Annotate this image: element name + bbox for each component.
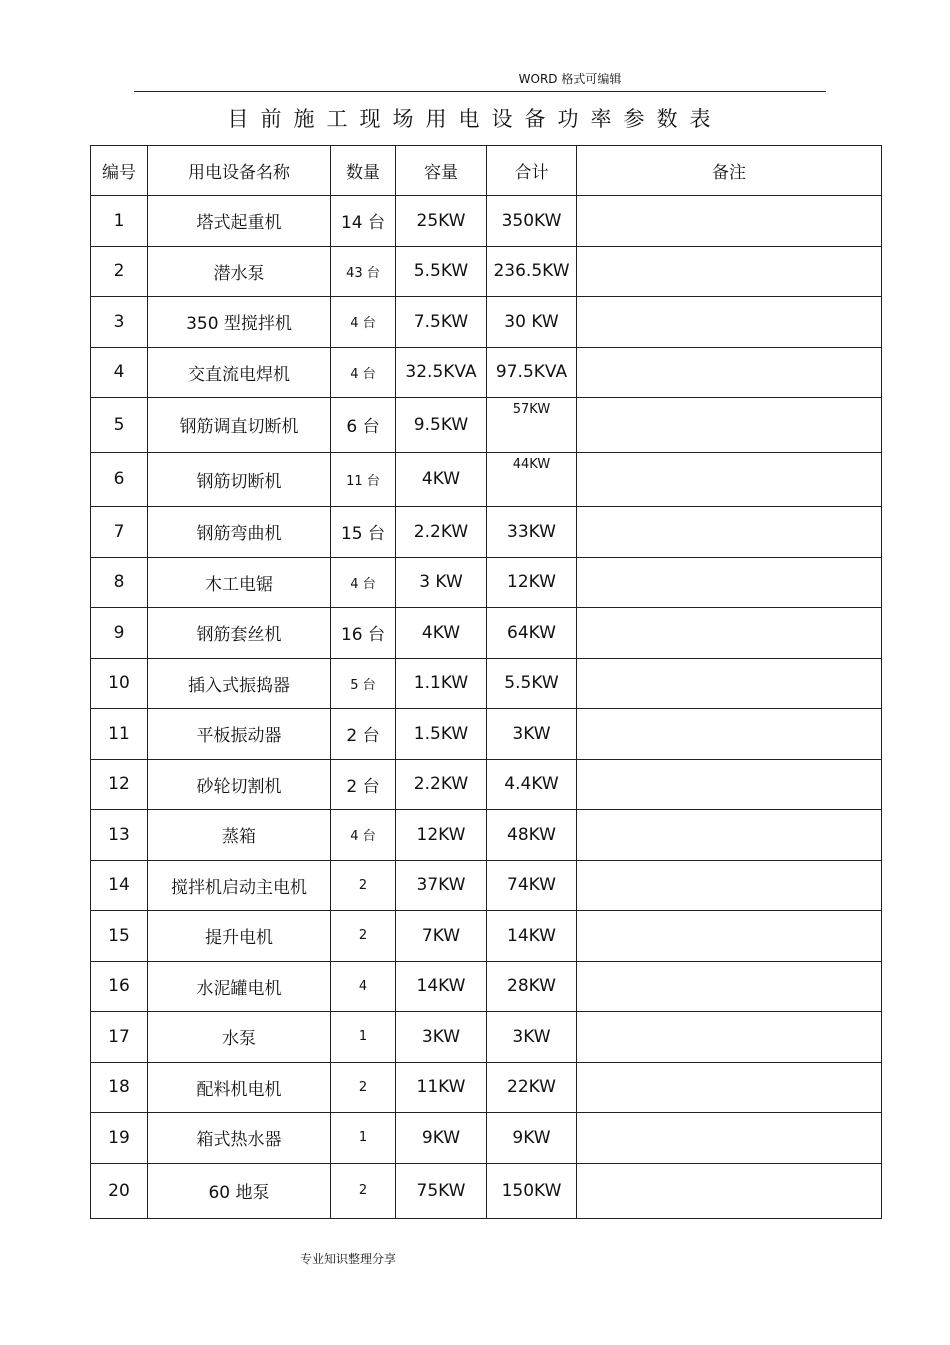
cell-equipment-name: 钢筋切断机 [148, 452, 331, 507]
page-footer: 专业知识整理分享 [300, 1252, 397, 1266]
cell-quantity: 11 台 [331, 452, 396, 507]
cell-equipment-name: 钢筋套丝机 [148, 608, 331, 659]
header-divider [134, 91, 826, 92]
table-row [91, 196, 882, 247]
cell-capacity: 1.5KW [396, 709, 487, 760]
cell-capacity: 9KW [396, 1113, 487, 1164]
cell-quantity: 4 台 [331, 347, 396, 398]
table-row [91, 860, 882, 911]
cell-capacity: 1.1KW [396, 658, 487, 709]
cell-quantity: 43 台 [331, 246, 396, 297]
cell-total: 350KW [487, 196, 577, 247]
cell-total: 48KW [487, 810, 577, 861]
cell-capacity: 3 KW [396, 557, 487, 608]
cell-capacity: 12KW [396, 810, 487, 861]
cell-quantity: 2 [331, 1163, 396, 1218]
table-row [91, 507, 882, 558]
cell-quantity: 4 台 [331, 810, 396, 861]
cell-no: 16 [91, 961, 148, 1012]
column-header-name: 用电设备名称 [148, 146, 331, 196]
cell-capacity: 2.2KW [396, 507, 487, 558]
cell-total: 97.5KVA [487, 347, 577, 398]
cell-note [577, 759, 882, 810]
cell-note [577, 452, 882, 507]
cell-total: 74KW [487, 860, 577, 911]
cell-note [577, 246, 882, 297]
table-row [91, 452, 882, 507]
cell-quantity: 1 [331, 1012, 396, 1063]
cell-no: 6 [91, 452, 148, 507]
cell-no: 20 [91, 1163, 148, 1218]
cell-total: 3KW [487, 709, 577, 760]
cell-total: 30 KW [487, 297, 577, 348]
cell-quantity: 6 台 [331, 398, 396, 453]
cell-capacity: 25KW [396, 196, 487, 247]
cell-quantity: 4 台 [331, 557, 396, 608]
table-row [91, 1113, 882, 1164]
table-row [91, 961, 882, 1012]
table-row [91, 398, 882, 453]
column-header-no: 编号 [91, 146, 148, 196]
cell-note [577, 810, 882, 861]
cell-capacity: 5.5KW [396, 246, 487, 297]
cell-equipment-name: 潜水泵 [148, 246, 331, 297]
table-row [91, 246, 882, 297]
cell-capacity: 37KW [396, 860, 487, 911]
table-row [91, 911, 882, 962]
cell-no: 2 [91, 246, 148, 297]
table-row [91, 810, 882, 861]
cell-no: 7 [91, 507, 148, 558]
table-row [91, 709, 882, 760]
cell-no: 8 [91, 557, 148, 608]
cell-no: 12 [91, 759, 148, 810]
cell-total: 4.4KW [487, 759, 577, 810]
cell-equipment-name: 钢筋弯曲机 [148, 507, 331, 558]
cell-note [577, 398, 882, 453]
cell-capacity: 4KW [396, 608, 487, 659]
cell-total: 28KW [487, 961, 577, 1012]
column-header-qty: 数量 [331, 146, 396, 196]
cell-capacity: 7KW [396, 911, 487, 962]
table-row [91, 1012, 882, 1063]
cell-note [577, 860, 882, 911]
cell-no: 17 [91, 1012, 148, 1063]
table-row [91, 658, 882, 709]
cell-capacity: 14KW [396, 961, 487, 1012]
cell-equipment-name: 水泵 [148, 1012, 331, 1063]
cell-note [577, 557, 882, 608]
cell-total: 44KW [487, 452, 577, 507]
cell-no: 11 [91, 709, 148, 760]
cell-quantity: 2 台 [331, 709, 396, 760]
cell-no: 18 [91, 1062, 148, 1113]
cell-quantity: 2 [331, 1062, 396, 1113]
cell-total: 14KW [487, 911, 577, 962]
cell-total: 12KW [487, 557, 577, 608]
cell-quantity: 2 [331, 911, 396, 962]
cell-equipment-name: 木工电锯 [148, 557, 331, 608]
cell-equipment-name: 搅拌机启动主电机 [148, 860, 331, 911]
cell-no: 13 [91, 810, 148, 861]
cell-no: 15 [91, 911, 148, 962]
cell-capacity: 9.5KW [396, 398, 487, 453]
cell-equipment-name: 60 地泵 [148, 1163, 331, 1218]
cell-equipment-name: 水泥罐电机 [148, 961, 331, 1012]
column-header-note: 备注 [577, 146, 882, 196]
cell-note [577, 1163, 882, 1218]
cell-capacity: 3KW [396, 1012, 487, 1063]
cell-total: 57KW [487, 398, 577, 453]
cell-note [577, 709, 882, 760]
cell-equipment-name: 塔式起重机 [148, 196, 331, 247]
cell-total: 22KW [487, 1062, 577, 1113]
cell-total: 3KW [487, 1012, 577, 1063]
cell-total: 150KW [487, 1163, 577, 1218]
cell-equipment-name: 350 型搅拌机 [148, 297, 331, 348]
document-title: 目前施工现场用电设备功率参数表 [227, 107, 723, 131]
cell-total: 64KW [487, 608, 577, 659]
cell-total: 236.5KW [487, 246, 577, 297]
cell-quantity: 2 [331, 860, 396, 911]
cell-quantity: 4 台 [331, 297, 396, 348]
table-header-row [91, 146, 882, 196]
table-row [91, 347, 882, 398]
column-header-total: 合计 [487, 146, 577, 196]
equipment-power-table [90, 145, 882, 1219]
cell-quantity: 5 台 [331, 658, 396, 709]
cell-note [577, 961, 882, 1012]
cell-no: 3 [91, 297, 148, 348]
cell-no: 19 [91, 1113, 148, 1164]
table-row [91, 1163, 882, 1218]
cell-capacity: 2.2KW [396, 759, 487, 810]
cell-capacity: 4KW [396, 452, 487, 507]
table-row [91, 1062, 882, 1113]
cell-equipment-name: 交直流电焊机 [148, 347, 331, 398]
table-row [91, 608, 882, 659]
cell-equipment-name: 提升电机 [148, 911, 331, 962]
cell-note [577, 1012, 882, 1063]
cell-note [577, 1062, 882, 1113]
column-header-capacity: 容量 [396, 146, 487, 196]
page-header: WORD 格式可编辑 [518, 72, 622, 86]
cell-equipment-name: 插入式振捣器 [148, 658, 331, 709]
cell-no: 4 [91, 347, 148, 398]
cell-no: 9 [91, 608, 148, 659]
cell-quantity: 15 台 [331, 507, 396, 558]
cell-equipment-name: 蒸箱 [148, 810, 331, 861]
cell-quantity: 1 [331, 1113, 396, 1164]
cell-equipment-name: 砂轮切割机 [148, 759, 331, 810]
cell-note [577, 608, 882, 659]
cell-total: 9KW [487, 1113, 577, 1164]
cell-capacity: 7.5KW [396, 297, 487, 348]
cell-quantity: 16 台 [331, 608, 396, 659]
cell-quantity: 14 台 [331, 196, 396, 247]
table-row [91, 557, 882, 608]
cell-note [577, 507, 882, 558]
table-row [91, 297, 882, 348]
cell-equipment-name: 箱式热水器 [148, 1113, 331, 1164]
cell-note [577, 911, 882, 962]
cell-capacity: 11KW [396, 1062, 487, 1113]
cell-capacity: 32.5KVA [396, 347, 487, 398]
cell-equipment-name: 钢筋调直切断机 [148, 398, 331, 453]
cell-no: 14 [91, 860, 148, 911]
cell-note [577, 1113, 882, 1164]
cell-capacity: 75KW [396, 1163, 487, 1218]
cell-quantity: 2 台 [331, 759, 396, 810]
cell-equipment-name: 配料机电机 [148, 1062, 331, 1113]
cell-no: 5 [91, 398, 148, 453]
cell-total: 5.5KW [487, 658, 577, 709]
cell-no: 10 [91, 658, 148, 709]
cell-total: 33KW [487, 507, 577, 558]
cell-no: 1 [91, 196, 148, 247]
cell-quantity: 4 [331, 961, 396, 1012]
cell-note [577, 297, 882, 348]
cell-note [577, 347, 882, 398]
cell-equipment-name: 平板振动器 [148, 709, 331, 760]
cell-note [577, 196, 882, 247]
table-row [91, 759, 882, 810]
cell-note [577, 658, 882, 709]
